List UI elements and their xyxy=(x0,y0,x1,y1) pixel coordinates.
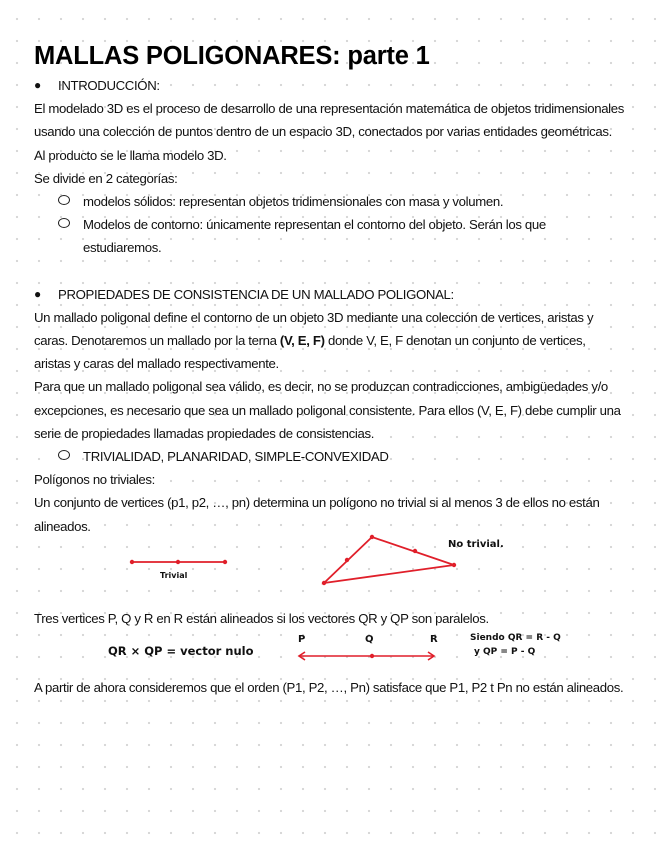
note-line-1: Siendo QR = R - Q xyxy=(470,633,561,644)
categories-line: Se divide en 2 categorías: xyxy=(34,170,178,186)
property-item-text: TRIVIALIDAD, PLANARIDAD, SIMPLE-CONVEXIDAD xyxy=(83,449,389,465)
non-trivial-label: No trivial. xyxy=(448,538,504,550)
vertex-point xyxy=(370,535,374,539)
point-p-label: P xyxy=(298,634,306,646)
final-paragraph: A partir de ahora consideremos que el orden (P1, P2, …, Pn) satisface que P1, P2 t Pn no están alineados. xyxy=(34,680,624,696)
properties-bullet xyxy=(34,283,624,306)
trivial-figure xyxy=(34,538,624,607)
properties-heading: PROPIEDADES DE CONSISTENCIA DE UN MALLADO POLIGONAL: xyxy=(58,286,454,302)
vertex-point xyxy=(223,560,227,564)
category-item xyxy=(34,190,624,213)
vertex-point xyxy=(130,560,134,564)
polygon-paragraph: Un conjunto de vertices (p1, p2, …, pn) determina un polígono no trivial si al menos 3 de ellos no están alineados. xyxy=(34,495,600,534)
page-title: MALLAS POLIGONARES: parte 1 xyxy=(34,42,430,70)
intro-paragraph: El modelado 3D es el proceso de desarrollo de una representación matemática de objetos tridimensionales usando una colección de puntos dentro de un espacio 3D, conectados por varias entidades geométricas. Al producto se le llama modelo 3D. xyxy=(34,101,624,163)
mesh-definition-paragraph xyxy=(34,306,624,376)
polygon-heading: Polígonos no triviales: xyxy=(34,472,155,488)
vertex-point xyxy=(176,560,180,564)
collinear-figure-drawing xyxy=(34,630,624,676)
cross-product-formula: QR × QP = vector nulo xyxy=(108,644,254,659)
bullet-dot-icon: ● xyxy=(34,78,42,92)
mesh-triple: (V, E, F) xyxy=(279,333,325,349)
vertex-point xyxy=(413,549,417,553)
vertex-point xyxy=(345,558,349,562)
bullet-dot-icon: ● xyxy=(34,286,42,301)
mesh-definition-text: Un mallado poligonal define el contorno de un objeto 3D mediante una colección de vertices, aristas y caras. Denotaremos un mallado por la terna xyxy=(34,309,594,349)
note-page xyxy=(34,38,624,699)
trivial-label: Trivial xyxy=(160,570,188,580)
vertex-point xyxy=(370,654,374,658)
point-r-label: R xyxy=(430,634,438,646)
intro-heading: INTRODUCCIÓN: xyxy=(58,78,160,93)
note-line-2: y QP = P - Q xyxy=(474,647,536,658)
hollow-bullet-icon xyxy=(58,218,70,228)
category-item-text: Modelos de contorno: únicamente representan el contorno del objeto. Serán los que estudiaremos. xyxy=(83,217,546,256)
hollow-bullet-icon xyxy=(58,195,70,205)
point-q-label: Q xyxy=(365,634,374,646)
collinear-paragraph: Tres vertices P, Q y R en R están alineados si los vectores QR y QP son paralelos. xyxy=(34,610,489,626)
vertex-point xyxy=(452,563,456,567)
intro-bullet xyxy=(34,74,624,97)
mesh-definition-text-end: donde V, E, F denotan un conjunto de vertices, aristas y caras del mallado respectivamente. xyxy=(34,333,586,372)
consistency-paragraph: Para que un mallado poligonal sea válido, es decir, no se produzcan contradicciones, ambigüedades y/o excepciones, es necesario que sea un mallado poligonal consistente. Para ellos (V, E, F) debe cumplir una serie de propiedades llamadas propiedades de consistencias. xyxy=(34,379,621,441)
property-item xyxy=(34,445,624,468)
collinear-figure xyxy=(34,630,624,676)
vertex-point xyxy=(322,581,326,585)
category-item xyxy=(34,213,624,259)
hollow-bullet-icon xyxy=(58,450,70,460)
category-item-text: modelos sólidos: representan objetos tridimensionales con masa y volumen. xyxy=(83,194,504,210)
non-trivial-triangle xyxy=(324,537,454,583)
trivial-figure-drawing xyxy=(34,538,624,607)
